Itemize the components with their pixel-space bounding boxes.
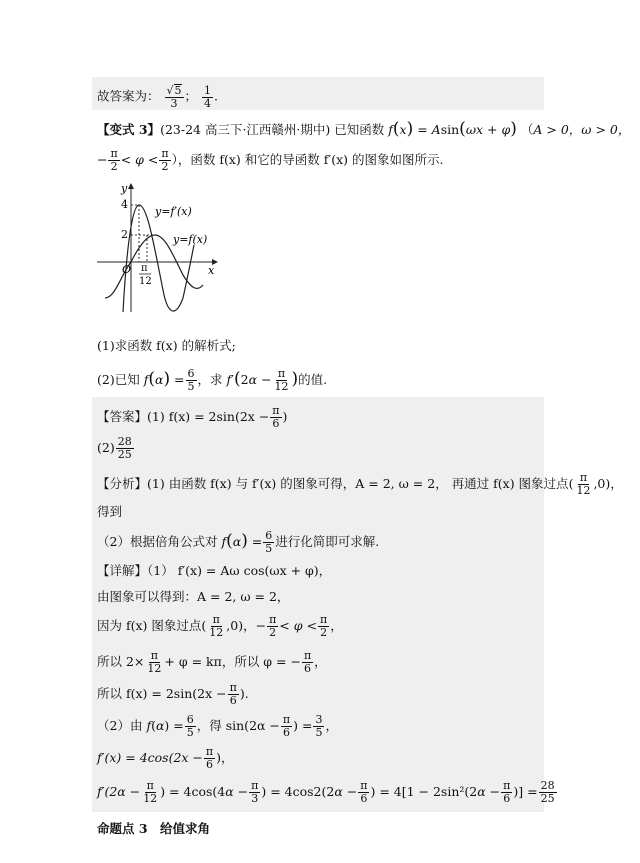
detail-tag: 【详解】: [97, 563, 148, 578]
y-tick-4: 4: [121, 198, 128, 211]
detail-line-5: 所以 f(x) = 2sin(2x − $\frac{\pi}{6}$ ).: [97, 681, 249, 707]
label-fprime: y=f′(x): [155, 205, 192, 218]
answer-line-2: (2) $\frac{28}{25}$: [97, 435, 132, 461]
answer-prev-frac2: $\frac{1}{4}$: [204, 83, 212, 110]
analysis-tag: 【分析】: [97, 476, 148, 491]
question-1: (1)求函数 f(x) 的解析式;: [97, 338, 236, 353]
variant-line-2: − $\frac{\pi}{2}$ < φ < $\frac{\pi}{2}$ ），函数 f(x) 和它的导函数 f′(x) 的图象如图所示.: [97, 147, 444, 173]
footer-heading: 命题点 3 给值求角: [97, 821, 211, 836]
detail-line-6: （2）由 f(α) = $\frac{6}{5}$ ，得 sin(2α − $\frac{\pi}{6}$ ) = $\frac{3}{5}$ ，: [97, 713, 338, 739]
answer-prev-frac1: $\frac{√5}{3}$: [166, 84, 182, 110]
origin-label: O: [122, 263, 132, 276]
analysis-line-3: （2）根据倍角公式对 f(α) = $\frac{6}{5}$ 进行化简即可求解.: [97, 529, 380, 555]
y-axis-label: y: [121, 182, 128, 195]
label-f: y=f(x): [173, 233, 208, 246]
function-graph: [95, 180, 225, 315]
x-axis-label: x: [208, 264, 215, 277]
analysis-line-1: 【分析】(1) 由函数 f(x) 与 f′(x) 的图象可得，A = 2, ω = 2， 再通过 f(x) 图象过点( $\frac{\pi}{12}$ ,0)，: [97, 471, 623, 497]
answer-prev-line: 故答案为： $\frac{√5}{3}$ ； $\frac{1}{4}$ .: [97, 83, 218, 110]
answer-tag: 【答案】: [97, 409, 148, 424]
detail-line-4: 所以 2× $\frac{\pi}{12}$ + φ = kπ，所以 φ = − $\frac{\pi}{6}$ ，: [97, 649, 327, 675]
x-tick-den: 12: [139, 276, 152, 287]
variant-source: (23-24 高三下·江西赣州·期中): [160, 122, 331, 137]
answer-line-1: 【答案】(1) f(x) = 2sin(2x − $\frac{\pi}{6}$ ): [97, 404, 288, 430]
variant-stem2: ，函数 f(x) 和它的导函数 f′(x) 的图象如图所示.: [177, 152, 444, 167]
y-tick-2: 2: [121, 228, 128, 241]
detail-line-8: f′(2α − $\frac{\pi}{12}$ ) = 4cos(4α − $\frac{\pi}{3}$ ) = 4cos2(2α − $\frac{\pi}{6}$ ) = 4[1 − 2sin²(2α − $\frac{\pi}{6}$ )] = $\frac{28}{25}$: [97, 779, 555, 805]
question-2: (2)已知 f(α) = $\frac{6}{5}$ ，求 f′(2α − $\frac{\pi}{12}$ )的值.: [97, 367, 328, 393]
detail-line-3: 因为 f(x) 图象过点( $\frac{\pi}{12}$ ,0)，− $\frac{\pi}{2}$ < φ < $\frac{\pi}{2}$ ，: [97, 613, 343, 639]
answer-prev-prefix: 故答案为：: [97, 88, 160, 104]
variant-tag: 【变式 3】: [97, 122, 161, 137]
detail-line-1: 【详解】（1） f′(x) = Aω cos(ωx + φ)，: [97, 563, 332, 578]
detail-line-2: 由图象可以得到：A = 2, ω = 2，: [97, 589, 290, 604]
variant-stem1: 已知函数: [334, 122, 385, 137]
fprime-curve: [123, 205, 194, 312]
variant-cond1: A > 0，ω > 0，: [533, 122, 631, 137]
x-tick-num: π: [141, 263, 148, 274]
analysis-line-2: 得到: [97, 504, 123, 519]
detail-line-7: f′(x) = 4cos(2x − $\frac{\pi}{6}$ )，: [97, 745, 234, 771]
variant-line-1: 【变式 3】(23-24 高三下·江西赣州·期中) 已知函数 f(x) = Asin(ωx + φ) （A > 0，ω > 0，: [97, 119, 631, 139]
